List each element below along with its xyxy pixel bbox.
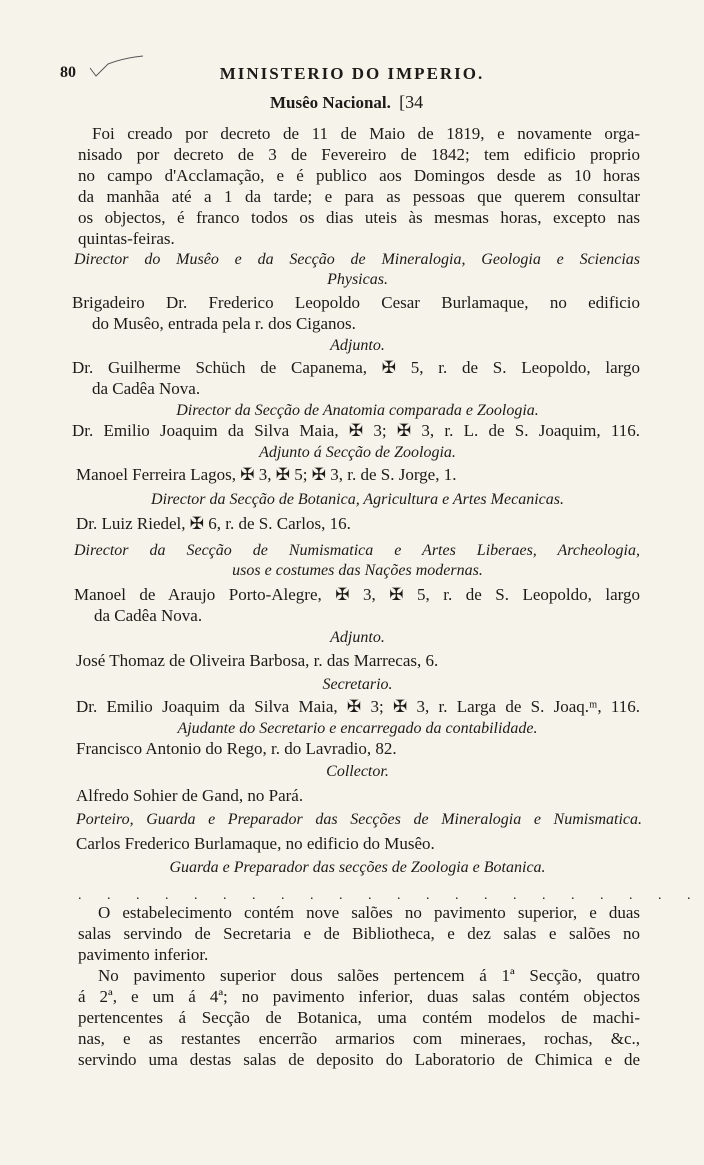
role-heading: Adjunto á Secção de Zoologia. [259,444,456,461]
section-heading: Director do Musêo e da Secção de Mineralogia, Geologia e Sciencias [74,251,640,268]
entry-line: da Cadêa Nova. [92,379,201,398]
entry-line: da Cadêa Nova. [94,606,203,625]
page-number: 80 [60,64,76,81]
role-heading: Adjunto. [330,629,385,646]
text-line: nisado por decreto de 3 de Fevereiro de 1842; tem edificio proprio [78,145,640,164]
role-heading: Secretario. [322,676,393,693]
dotted-separator: . . . . . . . . . . . . . . . . . . . . . . [78,888,702,903]
section-title-row [270,92,423,113]
entry-line: Manoel Ferreira Lagos, ✠ 3, ✠ 5; ✠ 3, r. de S. Jorge, 1. [76,465,457,484]
entry-line: Dr. Luiz Riedel, ✠ 6, r. de S. Carlos, 16. [76,514,351,533]
entry-line: Francisco Antonio do Rego, r. do Lavradio, 82. [76,739,397,758]
entry-line: Manoel de Araujo Porto-Alegre, ✠ 3, ✠ 5, r. de S. Leopoldo, largo [74,585,640,604]
entry-line: José Thomaz de Oliveira Barbosa, r. das Marrecas, 6. [76,651,439,670]
text-line: nas, e as restantes encerrão armarios com mineraes, rochas, &c., [78,1029,640,1048]
section-title: Musêo Nacional. [270,93,391,112]
text-line: salas servindo de Secretaria e de Bibliotheca, e dez salas e salões no [78,924,640,943]
text-line: á 2ª, e um á 4ª; no pavimento inferior, duas salas contém objectos [78,987,640,1006]
margin-note: [34 [399,92,424,112]
text-line: No pavimento superior dous salões pertencem á 1ª Secção, quatro [98,966,640,985]
text-line: da manhãa até a 1 da tarde; e para as pessoas que querem consultar [78,187,640,206]
role-heading: Ajudante do Secretario e encarregado da contabilidade. [177,720,538,737]
text-line: O estabelecimento contém nove salões no pavimento superior, e duas [98,903,640,922]
text-line: quintas-feiras. [78,229,175,248]
section-heading: Director da Secção de Numismatica e Artes Liberaes, Archeologia, [74,542,640,559]
page-header [60,60,644,86]
section-heading: usos e costumes das Nações modernas. [232,562,483,579]
entry-line: Alfredo Sohier de Gand, no Pará. [76,786,304,805]
text-line: pertencentes á Secção de Botanica, uma contém modelos de machi- [78,1008,640,1027]
text-line: pavimento inferior. [78,945,209,964]
text-line: servindo uma destas salas de deposito do Laboratorio de Chimica e de [78,1050,640,1069]
text-line: no campo d'Acclamação, e é publico aos Domingos desde as 10 horas [78,166,640,185]
entry-line: Dr. Emilio Joaquim da Silva Maia, ✠ 3; ✠ 3, r. L. de S. Joaquim, 116. [72,421,640,440]
role-heading: Adjunto. [330,337,385,354]
section-heading: Physicas. [327,271,388,288]
entry-line: Dr. Guilherme Schüch de Capanema, ✠ 5, r. de S. Leopoldo, largo [72,358,640,377]
entry-line: Carlos Frederico Burlamaque, no edificio do Musêo. [76,834,435,853]
text-line: os objectos, é franco todos os dias uteis às mesmas horas, excepto nas [78,208,640,227]
section-heading: Director da Secção de Botanica, Agricultura e Artes Mecanicas. [151,491,564,508]
role-heading: Collector. [326,763,389,780]
running-title: MINISTERIO DO IMPERIO. [219,64,485,83]
entry-line: Brigadeiro Dr. Frederico Leopoldo Cesar Burlamaque, no edificio [72,293,640,312]
entry-line: do Musêo, entrada pela r. dos Ciganos. [92,314,356,333]
role-heading: Porteiro, Guarda e Preparador das Secções de Mineralogia e Numismatica. [76,811,642,828]
text-line: Foi creado por decreto de 11 de Maio de 1819, e novamente orga- [92,124,640,143]
entry-line: Dr. Emilio Joaquim da Silva Maia, ✠ 3; ✠ 3, r. Larga de S. Joaq.ᵐ, 116. [76,697,640,716]
role-heading: Guarda e Preparador das secções de Zoologia e Botanica. [169,859,546,876]
section-heading: Director da Secção de Anatomia comparada e Zoologia. [176,402,539,419]
